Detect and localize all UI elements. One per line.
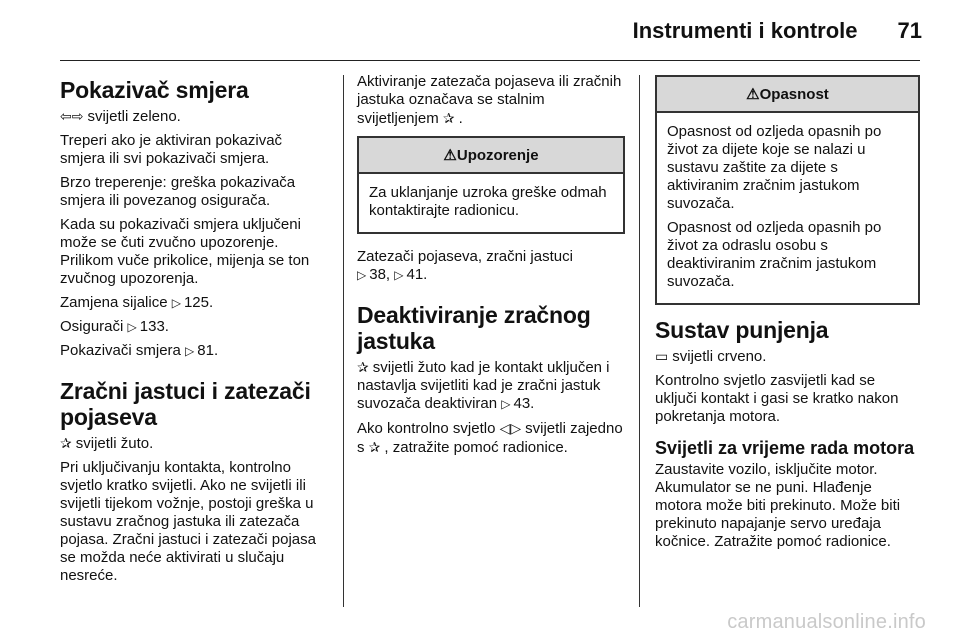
reference-arrow-icon: ▷ <box>357 268 367 282</box>
column-divider-2 <box>639 75 640 607</box>
danger-box-header: ⚠Opasnost <box>657 77 918 113</box>
danger-p1: Opasnost od ozljeda opasnih po život za dijete koje se nalazi u sustavu zaštite za dijete s aktiviranim zračnim jastukom suvozača. <box>667 123 882 212</box>
airbag-p1: ✰ svijetli žuto. <box>60 435 154 452</box>
page-title: Instrumenti i kontrole <box>632 18 858 43</box>
service-icon: ◁▷ <box>499 420 522 436</box>
reference-arrow-icon: ▷ <box>185 344 195 358</box>
heading-lights-while-running: Svijetli za vrijeme rada motora <box>655 438 915 458</box>
turn-p3: Brzo treperenje: greška pokazivača smjera ili povezanog osigurača. <box>60 174 296 209</box>
warning-icon: ⚠ <box>746 86 760 103</box>
heading-airbags: Zračni jastuci i zatezači pojaseva <box>60 378 311 430</box>
deact-p2: Ako kontrolno svjetlo ◁▷ svijetli zajedno s ✰ , zatražite pomoć radionice. <box>357 420 623 456</box>
watermark: carmanualsonline.info <box>727 611 926 633</box>
airbag-off-icon: ✰ <box>357 359 369 375</box>
reference-arrow-icon: ▷ <box>171 296 181 310</box>
airbag-icon: ✰ <box>368 439 381 455</box>
column-1 <box>60 73 330 591</box>
turn-p7: Pokazivači smjera ▷ 81. <box>60 342 219 359</box>
header-rule <box>60 60 920 61</box>
column-divider-1 <box>343 75 344 607</box>
turn-p1: ⇦⇨ svijetli zeleno. <box>60 108 181 125</box>
col2-p1: Aktiviranje zatezača pojaseva ili zračnih jastuka označava se stalnim svijetljenjem ✰ . <box>357 73 622 127</box>
running-p1: Zaustavite vozilo, isključite motor. Akumulator se ne puni. Hlađenje motora može biti prekinuto. Može biti prekinuto napajanje servo uređaja kočnice. Zatražite pomoć radionice. <box>655 461 901 550</box>
airbag-icon: ✰ <box>442 110 455 126</box>
column-3 <box>655 73 920 557</box>
charge-p1: ▭ svijetli crveno. <box>655 348 767 365</box>
airbag-icon: ✰ <box>60 435 72 451</box>
warning-box <box>357 136 625 234</box>
reference-arrow-icon: ▷ <box>127 320 137 334</box>
turn-p5: Zamjena sijalice ▷ 125. <box>60 294 214 311</box>
danger-p2: Opasnost od ozljeda opasnih po život za odraslu osobu s deaktiviranim zračnim jastukom suvozača. <box>667 219 882 290</box>
col2-p2: Zatezači pojaseva, zračni jastuci ▷ 38, ▷ 41. <box>357 248 573 283</box>
turn-p2: Treperi ako je aktiviran pokazivač smjera ili svi pokazivači smjera. <box>60 132 283 167</box>
page-header <box>633 18 922 44</box>
turn-signal-icon: ⇦⇨ <box>60 108 84 124</box>
battery-icon: ▭ <box>655 348 669 364</box>
warning-box-header: ⚠Upozorenje <box>359 138 623 174</box>
turn-p4: Kada su pokazivači smjera uključeni može se čuti zvučno upozorenje. Prilikom vuče prikolice, mijenja se ton zvučnog upozorenja. <box>60 216 310 287</box>
airbag-p2: Pri uključivanju kontakta, kontrolno svjetlo kratko svijetli. Ako ne svijetli ili svijetli tijekom vožnje, postoji greška u sustavu zračnog jastuka ili zatezača pojasa. Zračni jastuci i zatezači pojasa se možda neće aktivirati u slučaju nesreće. <box>60 459 316 584</box>
heading-turn-signal: Pokazivač smjera <box>60 77 249 103</box>
deact-p1: ✰ svijetli žuto kad je kontakt uključen i nastavlja svijetliti kad je zračni jastuk suvozača deaktiviran ▷ 43. <box>357 359 610 412</box>
heading-charging-system: Sustav punjenja <box>655 317 829 343</box>
warning-box-text: Za uklanjanje uzroka greške odmah kontaktirajte radionicu. <box>369 184 607 219</box>
reference-arrow-icon: ▷ <box>501 397 511 411</box>
heading-airbag-deactivation: Deaktiviranje zračnog jastuka <box>357 302 591 354</box>
page-number: 71 <box>897 18 922 43</box>
reference-arrow-icon: ▷ <box>394 268 404 282</box>
column-2 <box>357 73 625 463</box>
danger-box <box>655 75 920 305</box>
charge-p2: Kontrolno svjetlo zasvijetli kad se uključi kontakt i gasi se kratko nakon pokretanja motora. <box>655 372 899 425</box>
warning-icon: ⚠ <box>443 147 457 164</box>
turn-p6: Osigurači ▷ 133. <box>60 318 169 335</box>
